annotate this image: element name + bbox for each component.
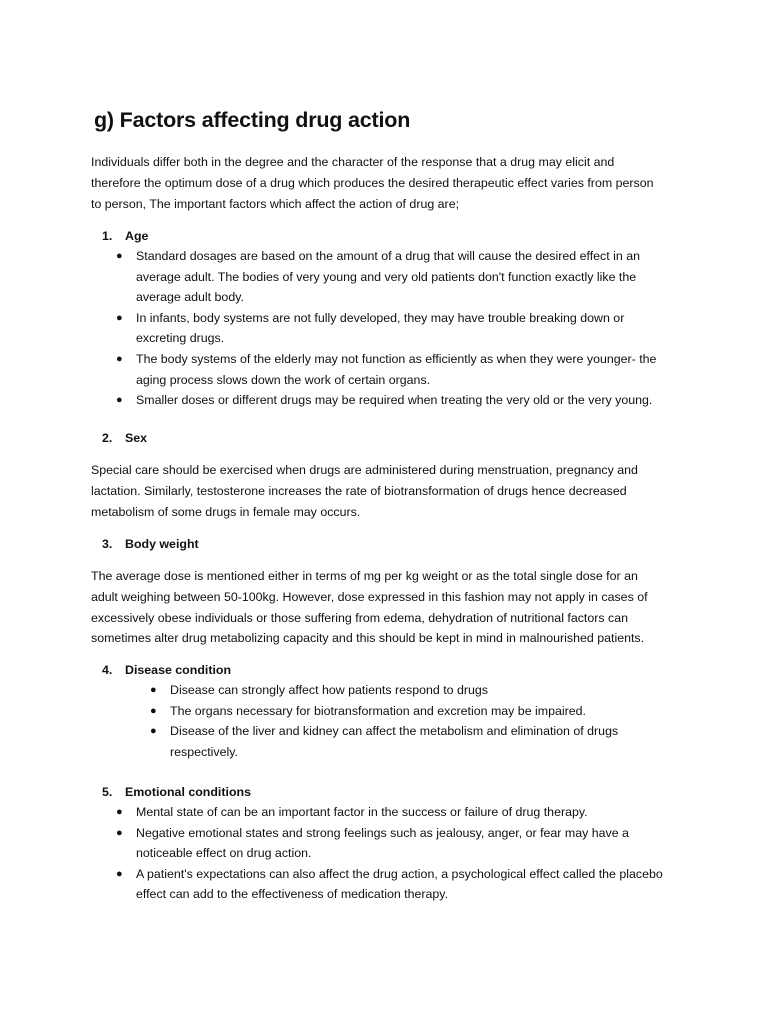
section-number: 5. — [102, 785, 113, 799]
bullet-icon: ● — [116, 826, 123, 839]
section-title: Body weight — [125, 537, 199, 551]
list-item-line: In infants, body systems are not fully developed, they may have trouble breaking down or — [136, 310, 625, 325]
list-item — [150, 721, 619, 762]
section-heading-body-weight — [102, 534, 199, 554]
list-item-line: Smaller doses or different drugs may be required when treating the very old or the very young. — [136, 393, 653, 408]
list-item-line: Negative emotional states and strong feelings such as jealousy, anger, or fear may have a — [136, 825, 629, 840]
section-heading-age — [102, 226, 148, 246]
paragraph-line: metabolism of some drugs in female may occurs. — [91, 504, 361, 519]
intro-line: therefore the optimum dose of a drug which produces the desired therapeutic effect varies from person — [91, 175, 654, 190]
list-item — [150, 680, 618, 701]
list-item-line: respectively. — [170, 744, 238, 759]
list-item-line: noticeable effect on drug action. — [136, 846, 312, 861]
list-item — [116, 802, 663, 823]
list-item-line: The organs necessary for biotransformation and excretion may be impaired. — [170, 703, 586, 718]
section-heading-disease-condition — [102, 660, 231, 680]
list-item-line: excreting drugs. — [136, 331, 225, 346]
page-title: g) Factors affecting drug action — [94, 108, 411, 132]
section-heading-sex — [102, 428, 147, 448]
intro-paragraph — [91, 152, 691, 214]
list-item — [116, 349, 657, 390]
list-item-line: average adult. The bodies of very young and very old patients don't function exactly like the — [136, 269, 637, 284]
bullet-icon: ● — [150, 725, 157, 738]
sex-paragraph — [91, 460, 691, 522]
bullet-icon: ● — [150, 704, 157, 717]
list-item-line: Disease of the liver and kidney can affect the metabolism and elimination of drugs — [170, 724, 619, 739]
list-item — [150, 701, 618, 722]
list-item-line: Mental state of can be an important factor in the success or failure of drug therapy. — [136, 805, 588, 819]
paragraph-line: Special care should be exercised when drugs are administered during menstruation, pregnancy and — [91, 463, 638, 477]
intro-line: to person, The important factors which affect the action of drug are; — [91, 196, 460, 211]
paragraph-line: The average dose is mentioned either in terms of mg per kg weight or as the total single dose for an — [91, 569, 638, 583]
list-item — [116, 864, 663, 905]
section-number: 3. — [102, 537, 113, 551]
list-item-line: average adult body. — [136, 290, 244, 305]
list-item-line: effect can add to the effectiveness of medication therapy. — [136, 887, 449, 902]
list-item-line: A patient's expectations can also affect the drug action, a psychological effect called the placebo — [136, 866, 663, 881]
bullet-icon: ● — [150, 684, 157, 696]
body-weight-paragraph — [91, 566, 691, 649]
section-title: Age — [125, 229, 149, 243]
section-title: Sex — [125, 431, 148, 445]
bullet-icon: ● — [116, 352, 123, 365]
bullet-icon: ● — [116, 806, 123, 818]
bullet-icon: ● — [116, 394, 123, 407]
list-item — [116, 823, 663, 864]
intro-line: Individuals differ both in the degree and the character of the response that a drug may elicit and — [91, 155, 615, 169]
list-item — [116, 390, 656, 411]
paragraph-line: excessively obese individuals or those suffering from edema, dehydration of nutritional factors can — [91, 610, 628, 625]
emotional-bullet-list — [116, 802, 663, 905]
list-item-line: The body systems of the elderly may not function as efficiently as when they were younger- the — [136, 351, 657, 366]
bullet-icon: ● — [116, 250, 123, 262]
section-number: 1. — [102, 229, 113, 243]
bullet-icon: ● — [116, 867, 123, 880]
section-title: Emotional conditions — [125, 785, 251, 799]
paragraph-line: sometimes alter drug metabolizing capacity and this should be kept in mind in malnourished patients. — [91, 631, 645, 646]
list-item-line: aging process slows down the work of certain organs. — [136, 372, 431, 387]
bullet-icon: ● — [116, 311, 123, 324]
section-title: Disease condition — [125, 663, 232, 677]
section-heading-emotional-conditions — [102, 782, 251, 802]
list-item — [116, 308, 656, 349]
paragraph-line: adult weighing between 50-100kg. However, dose expressed in this fashion may not apply in cases of — [91, 589, 648, 604]
paragraph-line: lactation. Similarly, testosterone increases the rate of biotransformation of drugs hence decreased — [91, 483, 627, 498]
section-number: 2. — [102, 431, 113, 445]
list-item-line: Standard dosages are based on the amount of a drug that will cause the desired effect in an — [136, 249, 640, 263]
list-item-line: Disease can strongly affect how patients respond to drugs — [170, 683, 488, 697]
disease-bullet-list — [150, 680, 619, 762]
age-bullet-list — [116, 246, 657, 411]
section-number: 4. — [102, 663, 113, 677]
list-item — [116, 246, 656, 308]
